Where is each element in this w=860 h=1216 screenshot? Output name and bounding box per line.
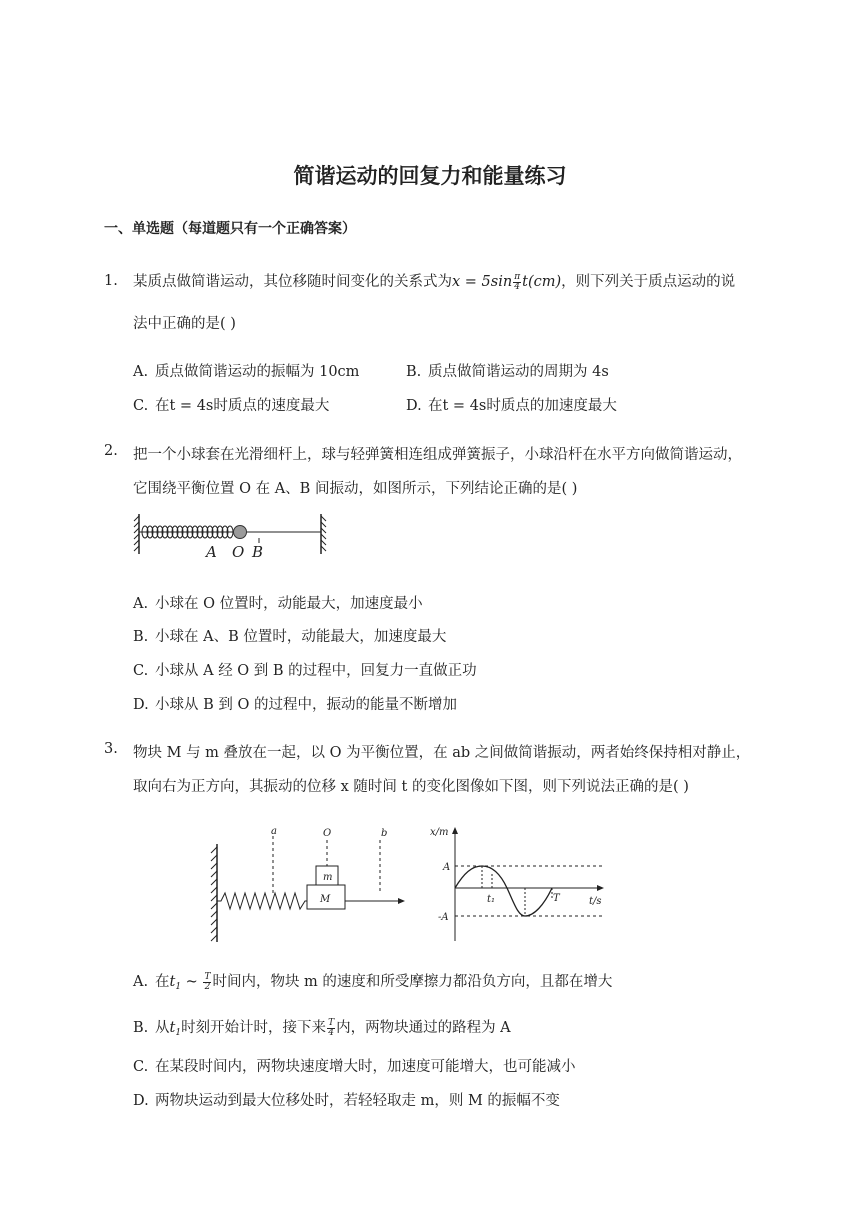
fraction-denominator: 2 bbox=[204, 981, 211, 992]
option-letter: A. bbox=[133, 364, 149, 380]
option-a[interactable] bbox=[133, 970, 612, 992]
option-c[interactable] bbox=[133, 1055, 576, 1076]
option-text: 小球从 B 到 O 的过程中，振动的能量不断增加 bbox=[155, 697, 457, 713]
label-b: B bbox=[252, 543, 264, 561]
option-text: 在某段时间内，两物块速度增大时，加速度可能增大，也可能减小 bbox=[155, 1059, 576, 1075]
option-b[interactable] bbox=[133, 625, 446, 646]
page-title: 简谐运动的回复力和能量练习 bbox=[293, 164, 567, 188]
option-text: 小球在 O 位置时，动能最大，加速度最小 bbox=[155, 596, 423, 612]
option-letter: C. bbox=[133, 663, 149, 679]
option-letter: A. bbox=[133, 596, 149, 612]
option-text: 内，两物块通过的路程为 A bbox=[336, 1020, 511, 1036]
math-variable: t bbox=[169, 1020, 176, 1036]
option-text: 在 bbox=[155, 974, 170, 990]
question-number: 1. bbox=[104, 273, 118, 289]
question-text: ，则下列关于质点运动的说 bbox=[561, 274, 736, 290]
option-text: 质点做简谐运动的振幅为 10cm bbox=[155, 364, 360, 380]
label-b: b bbox=[381, 828, 388, 839]
fraction-numerator: T bbox=[328, 1017, 335, 1028]
option-c[interactable] bbox=[133, 394, 329, 415]
label-t1: t₁ bbox=[487, 894, 496, 905]
option-a[interactable] bbox=[133, 360, 359, 381]
option-letter: B. bbox=[406, 364, 422, 380]
option-d[interactable] bbox=[406, 394, 617, 415]
option-text: 从 bbox=[155, 1020, 170, 1036]
option-text: 在t = 4s时质点的加速度最大 bbox=[428, 398, 617, 414]
block-spring-figure bbox=[205, 822, 410, 947]
option-letter: D. bbox=[133, 697, 149, 713]
option-d[interactable] bbox=[133, 1089, 560, 1110]
option-text: 时间内，物块 m 的速度和所受摩擦力都沿负方向，且都在增大 bbox=[212, 974, 613, 990]
math-subscript: 1 bbox=[175, 982, 182, 992]
option-letter: C. bbox=[133, 1059, 149, 1075]
option-letter: A. bbox=[133, 974, 149, 990]
option-c[interactable] bbox=[133, 659, 477, 680]
label-a: a bbox=[271, 826, 277, 837]
label-big-m: M bbox=[320, 894, 331, 905]
option-text: 小球在 A、B 位置时，动能最大，加速度最大 bbox=[155, 629, 447, 645]
question-3-line-1: 物块 M 与 m 叠放在一起，以 O 为平衡位置，在 ab 之间做简谐振动，两者始终保持相对静止， bbox=[133, 745, 751, 761]
option-letter: D. bbox=[406, 398, 422, 414]
label-o: O bbox=[323, 828, 332, 839]
label-small-m: m bbox=[323, 872, 333, 883]
option-text: 小球从 A 经 O 到 B 的过程中，回复力一直做正功 bbox=[155, 663, 477, 679]
label-o: O bbox=[232, 543, 245, 561]
label-negative-amplitude: -A bbox=[438, 912, 449, 923]
math-variable: t bbox=[169, 974, 176, 990]
label-amplitude: A bbox=[443, 862, 451, 873]
x-axis-label: t/s bbox=[589, 896, 602, 907]
spring-oscillator-figure bbox=[133, 510, 333, 562]
question-3-line-2: 取向右为正方向，其振动的位移 x 随时间 t 的变化图像如下图，则下列说法正确的是( ) bbox=[133, 779, 689, 795]
question-1-line-1 bbox=[133, 270, 735, 292]
option-text: 在t = 4s时质点的速度最大 bbox=[155, 398, 330, 414]
math-operator: ~ bbox=[181, 974, 203, 990]
option-d[interactable] bbox=[133, 693, 457, 714]
option-letter: B. bbox=[133, 1020, 149, 1036]
label-period: T bbox=[553, 893, 560, 904]
question-number: 2. bbox=[104, 443, 118, 459]
formula-part: t(cm) bbox=[522, 274, 562, 290]
option-b[interactable] bbox=[133, 1016, 511, 1038]
formula-fraction bbox=[513, 273, 521, 292]
option-letter: D. bbox=[133, 1093, 149, 1109]
formula-part: x = 5sin bbox=[452, 274, 513, 290]
fraction-numerator: π bbox=[514, 271, 521, 282]
fraction-denominator: 4 bbox=[328, 1027, 334, 1038]
question-2-line-2: 它围绕平衡位置 O 在 A、B 间振动，如图所示，下列结论正确的是( ) bbox=[133, 481, 578, 497]
displacement-time-graph bbox=[428, 825, 618, 945]
question-2-line-1: 把一个小球套在光滑细杆上，球与轻弹簧相连组成弹簧振子，小球沿杆在水平方向做简谐运动， bbox=[133, 447, 742, 463]
option-text: 质点做简谐运动的周期为 4s bbox=[428, 364, 609, 380]
label-a: A bbox=[206, 543, 217, 561]
section-heading: 一、单选题（每道题只有一个正确答案） bbox=[104, 221, 356, 237]
option-letter: B. bbox=[133, 629, 149, 645]
math-fraction bbox=[327, 1019, 335, 1038]
option-letter: C. bbox=[133, 398, 149, 414]
y-axis-label: x/m bbox=[430, 827, 449, 838]
fraction-numerator: T bbox=[204, 971, 211, 982]
question-text: 某质点做简谐运动，其位移随时间变化的关系式为 bbox=[133, 274, 452, 290]
option-text: 两物块运动到最大位移处时，若轻轻取走 m，则 M 的振幅不变 bbox=[155, 1093, 560, 1109]
math-fraction bbox=[203, 973, 211, 992]
option-text: 时刻开始计时，接下来 bbox=[181, 1020, 327, 1036]
fraction-denominator: 4 bbox=[514, 281, 521, 292]
question-number: 3. bbox=[104, 741, 118, 757]
option-a[interactable] bbox=[133, 592, 423, 613]
question-1-line-2: 法中正确的是( ) bbox=[133, 316, 236, 332]
option-b[interactable] bbox=[406, 360, 609, 381]
math-subscript: 1 bbox=[175, 1028, 182, 1038]
